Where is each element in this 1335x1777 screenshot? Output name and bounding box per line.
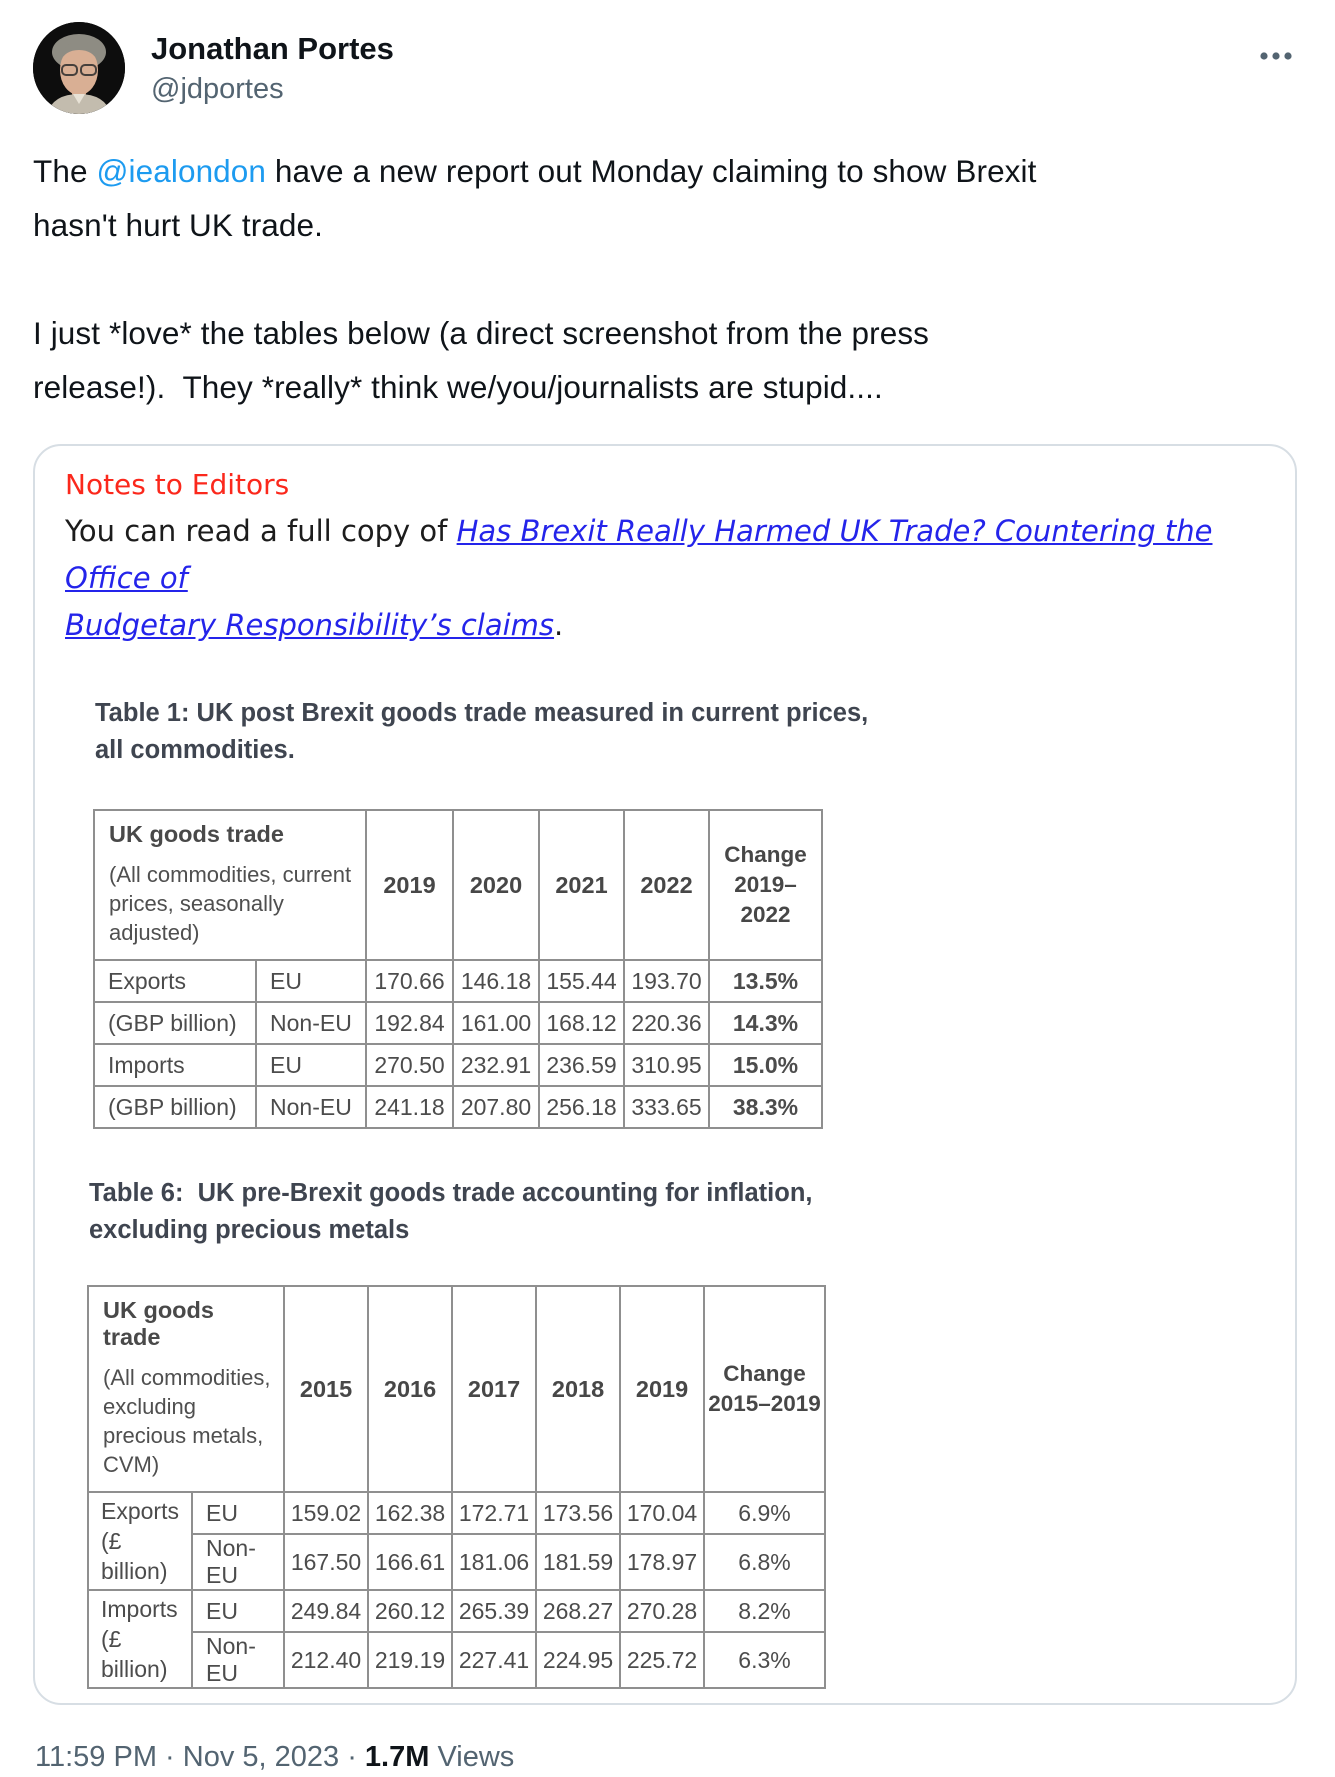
table1-value: 170.66 bbox=[366, 960, 453, 1002]
separator-dot: · bbox=[339, 1741, 365, 1773]
author-name[interactable]: Jonathan Portes bbox=[151, 31, 394, 66]
table1-change-value: 13.5% bbox=[709, 960, 822, 1002]
table1-value: 155.44 bbox=[539, 960, 624, 1002]
table6-value: 265.39 bbox=[452, 1590, 536, 1632]
table6-year-header: 2016 bbox=[368, 1286, 452, 1492]
table6-value: 178.97 bbox=[620, 1534, 704, 1590]
table1-value: 232.91 bbox=[453, 1044, 539, 1086]
table1-row-sublabel: Non-EU bbox=[256, 1086, 366, 1128]
table6-change-header-line1: Change bbox=[723, 1361, 806, 1386]
table-row bbox=[94, 960, 822, 1002]
table6-change-value: 8.2% bbox=[704, 1590, 825, 1632]
table6-header-label-cell bbox=[88, 1286, 284, 1492]
document-text: You can read a full copy of bbox=[65, 514, 457, 548]
author-handle[interactable]: @jdportes bbox=[151, 73, 284, 105]
table6-group-label bbox=[88, 1492, 192, 1590]
notes-to-editors-heading: Notes to Editors bbox=[65, 468, 290, 501]
table1-header-title: UK goods trade bbox=[109, 821, 284, 847]
table1-row-sublabel: Non-EU bbox=[256, 1002, 366, 1044]
tweet-line: I just *love* the tables below (a direct screenshot from the press bbox=[33, 315, 930, 351]
table1-value: 168.12 bbox=[539, 1002, 624, 1044]
paragraph-gap bbox=[33, 252, 1303, 306]
table6-value: 270.28 bbox=[620, 1590, 704, 1632]
table1-year-header: 2022 bbox=[624, 810, 709, 960]
table1-value: 236.59 bbox=[539, 1044, 624, 1086]
table6-change-value: 6.9% bbox=[704, 1492, 825, 1534]
tweet-line bbox=[33, 144, 1303, 198]
table1-uk-post-brexit-trade bbox=[93, 809, 823, 1129]
table1-value: 270.50 bbox=[366, 1044, 453, 1086]
table1-row-sublabel: EU bbox=[256, 960, 366, 1002]
more-options-button[interactable] bbox=[1255, 42, 1297, 73]
table6-row-sublabel: Non-EU bbox=[192, 1534, 284, 1590]
tweet-text-segment: have a new report out Monday claiming to show Brexit bbox=[266, 153, 1037, 189]
table-row bbox=[94, 1086, 822, 1128]
table6-year-header: 2019 bbox=[620, 1286, 704, 1492]
table1-change-value: 38.3% bbox=[709, 1086, 822, 1128]
table1-row-label: Imports bbox=[94, 1044, 256, 1086]
table1-value: 207.80 bbox=[453, 1086, 539, 1128]
table6-group-label bbox=[88, 1590, 192, 1688]
table1-title-line2: all commodities. bbox=[95, 736, 295, 764]
table6-year-header: 2018 bbox=[536, 1286, 620, 1492]
table-row bbox=[94, 1044, 822, 1086]
table6-row-sublabel: EU bbox=[192, 1492, 284, 1534]
table1-row-label: Exports bbox=[94, 960, 256, 1002]
table1-title bbox=[95, 695, 1269, 769]
avatar[interactable] bbox=[33, 22, 125, 114]
table6-year-header: 2015 bbox=[284, 1286, 368, 1492]
table6-value: 224.95 bbox=[536, 1632, 620, 1688]
table1-year-header: 2020 bbox=[453, 810, 539, 960]
table-row bbox=[88, 1590, 825, 1632]
tweet-footer bbox=[33, 1737, 1303, 1777]
table6-value: 227.41 bbox=[452, 1632, 536, 1688]
table6-value: 181.06 bbox=[452, 1534, 536, 1590]
table1-value: 146.18 bbox=[453, 960, 539, 1002]
press-release-document bbox=[35, 464, 1295, 1689]
table1-header-label-cell bbox=[94, 810, 366, 960]
mention-link-iealondon[interactable]: @iealondon bbox=[96, 153, 267, 189]
table6-uk-pre-brexit-trade bbox=[87, 1285, 826, 1689]
table6-value: 166.61 bbox=[368, 1534, 452, 1590]
table1-row-label: (GBP billion) bbox=[94, 1086, 256, 1128]
table-row bbox=[88, 1632, 825, 1688]
table-row bbox=[88, 1492, 825, 1534]
table1-change-value: 15.0% bbox=[709, 1044, 822, 1086]
table1-value: 241.18 bbox=[366, 1086, 453, 1128]
table-row bbox=[88, 1534, 825, 1590]
table1-row-label: (GBP billion) bbox=[94, 1002, 256, 1044]
table6-change-header-line2: 2015–2019 bbox=[708, 1391, 821, 1416]
report-link-line1: Has Brexit Really Harmed UK Trade? Countering the Office of bbox=[65, 514, 1213, 595]
table6-group-label-line1: Imports bbox=[101, 1596, 178, 1622]
table6-change-value: 6.8% bbox=[704, 1534, 825, 1590]
table6-value: 260.12 bbox=[368, 1590, 452, 1632]
table1-year-header: 2019 bbox=[366, 810, 453, 960]
author-block bbox=[151, 22, 394, 110]
table1-change-value: 14.3% bbox=[709, 1002, 822, 1044]
more-horizontal-icon bbox=[1259, 46, 1293, 66]
table1-header-subtitle: (All commodities, current prices, seasonally adjusted) bbox=[109, 862, 352, 945]
table6-value: 162.38 bbox=[368, 1492, 452, 1534]
table-row bbox=[94, 1002, 822, 1044]
views-count: 1.7M bbox=[364, 1741, 430, 1773]
table6-value: 225.72 bbox=[620, 1632, 704, 1688]
tweet-header bbox=[33, 22, 1303, 114]
table6-change-value: 6.3% bbox=[704, 1632, 825, 1688]
avatar-portrait-icon bbox=[33, 22, 125, 114]
table1-year-header: 2021 bbox=[539, 810, 624, 960]
table6-value: 219.19 bbox=[368, 1632, 452, 1688]
tweet-text-segment: The bbox=[33, 153, 97, 189]
table6-title bbox=[89, 1175, 1269, 1249]
table6-row-sublabel: Non-EU bbox=[192, 1632, 284, 1688]
table6-change-header bbox=[704, 1286, 825, 1492]
table1-change-header-line2: 2019–2022 bbox=[734, 872, 797, 927]
table1-value: 161.00 bbox=[453, 1002, 539, 1044]
document-text: . bbox=[554, 608, 564, 642]
table6-group-label-line2: (£ billion) bbox=[101, 1626, 168, 1682]
table1-value: 192.84 bbox=[366, 1002, 453, 1044]
table1-change-header bbox=[709, 810, 822, 960]
tweet-line: hasn't hurt UK trade. bbox=[33, 207, 324, 243]
table6-header-subtitle: (All commodities, excluding precious metals, CVM) bbox=[103, 1365, 271, 1477]
table1-value: 220.36 bbox=[624, 1002, 709, 1044]
table6-value: 170.04 bbox=[620, 1492, 704, 1534]
table6-title-line1: Table 6: UK pre-Brexit goods trade accounting for inflation, bbox=[89, 1179, 813, 1207]
table1-value: 193.70 bbox=[624, 960, 709, 1002]
table1-change-header-line1: Change bbox=[724, 842, 807, 867]
table1-value: 333.65 bbox=[624, 1086, 709, 1128]
table6-value: 268.27 bbox=[536, 1590, 620, 1632]
table6-title-line2: excluding precious metals bbox=[89, 1216, 410, 1244]
table6-value: 212.40 bbox=[284, 1632, 368, 1688]
table6-value: 249.84 bbox=[284, 1590, 368, 1632]
table6-value: 167.50 bbox=[284, 1534, 368, 1590]
table6-value: 159.02 bbox=[284, 1492, 368, 1534]
document-paragraph bbox=[65, 508, 1269, 649]
table6-value: 173.56 bbox=[536, 1492, 620, 1534]
table1-value: 256.18 bbox=[539, 1086, 624, 1128]
table6-row-sublabel: EU bbox=[192, 1590, 284, 1632]
table1-title-line1: Table 1: UK post Brexit goods trade measured in current prices, bbox=[95, 699, 869, 727]
table6-header-title: UK goods trade bbox=[103, 1297, 214, 1350]
table1-row-sublabel: EU bbox=[256, 1044, 366, 1086]
table1-value: 310.95 bbox=[624, 1044, 709, 1086]
tweet-text bbox=[33, 144, 1303, 414]
tweet-line: release!). They *really* think we/you/journalists are stupid.... bbox=[33, 369, 883, 405]
report-link-line2: Budgetary Responsibility’s claims bbox=[65, 608, 555, 642]
table6-value: 181.59 bbox=[536, 1534, 620, 1590]
table6-year-header: 2017 bbox=[452, 1286, 536, 1492]
table6-group-label-line1: Exports bbox=[101, 1498, 179, 1524]
timestamp: 11:59 PM · Nov 5, 2023 bbox=[35, 1741, 340, 1773]
attached-image-card[interactable] bbox=[33, 444, 1297, 1705]
table6-value: 172.71 bbox=[452, 1492, 536, 1534]
table6-group-label-line2: (£ billion) bbox=[101, 1528, 168, 1584]
views-label: Views bbox=[429, 1741, 515, 1773]
